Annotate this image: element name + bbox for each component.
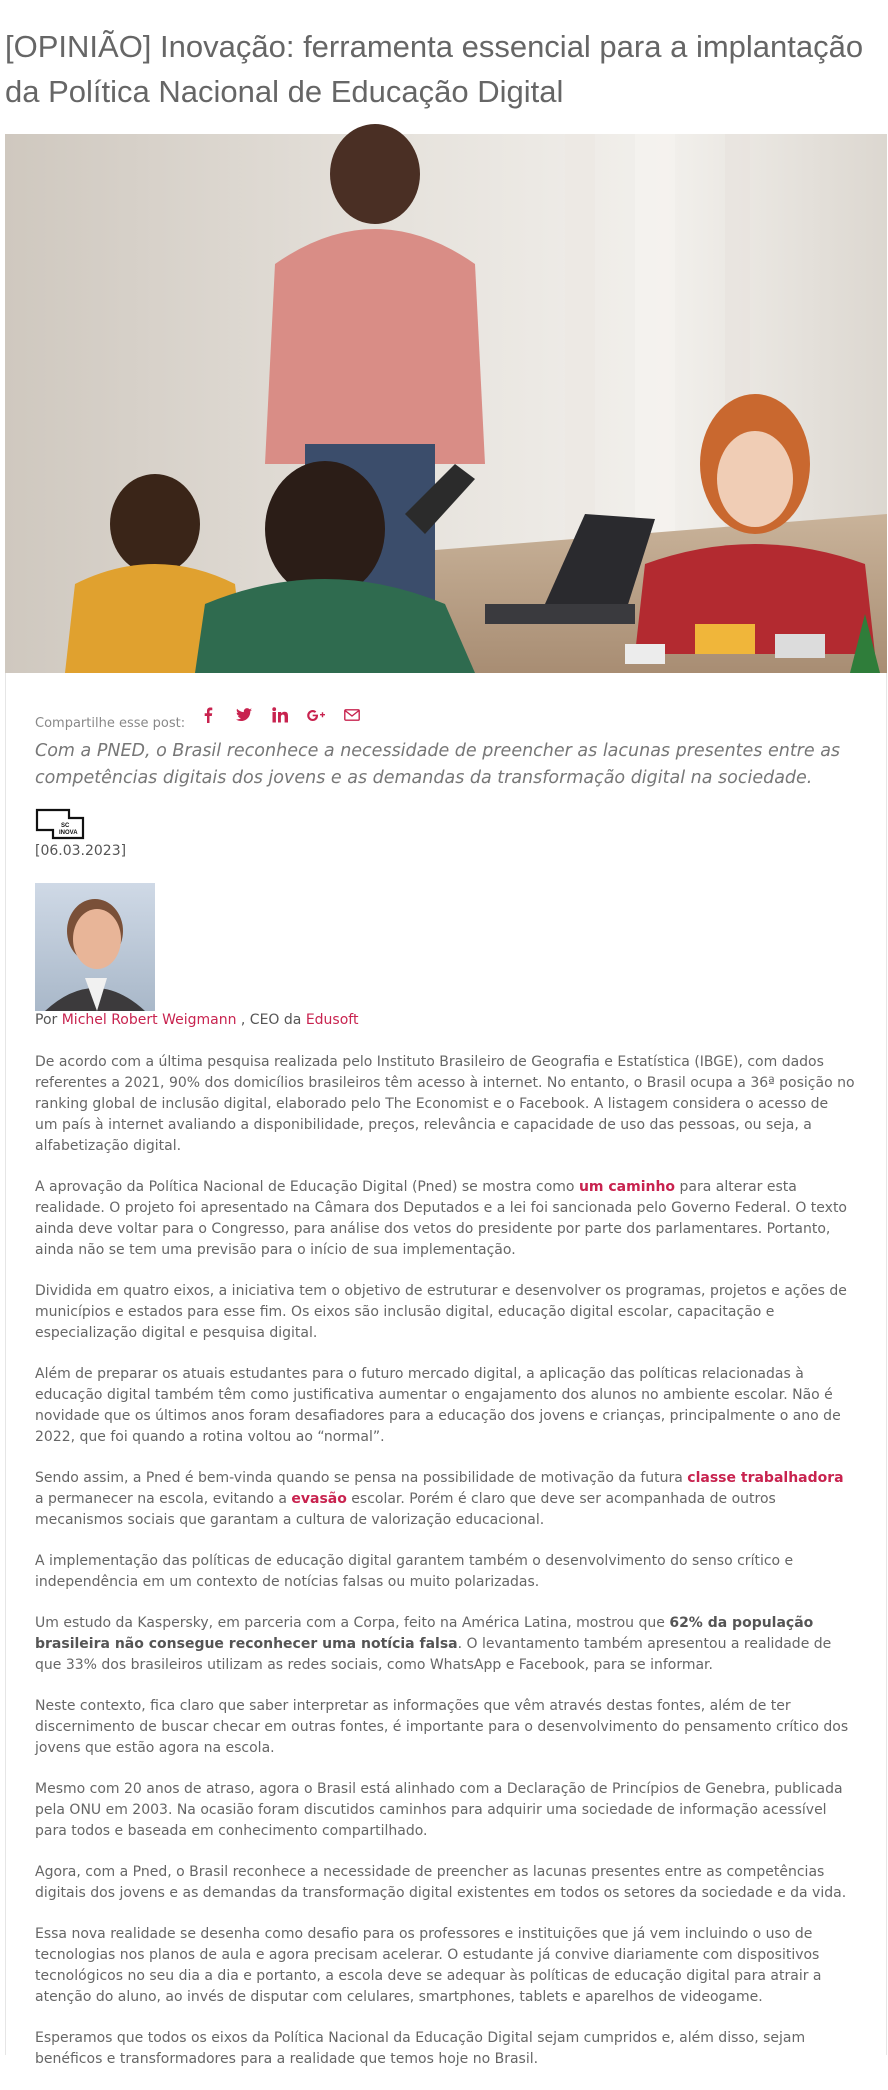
article-body (35, 1052, 855, 2090)
paragraph-text: para alterar esta realidade. O projeto foi apresentado na Câmara dos Deputados e a lei foi sancionada pelo Governo Federal. O texto ainda deve voltar para o Congresso, para análise dos vetos do presidente por parte dos parlamentares. Portanto, ainda não se tem uma previsão para o início de sua implementação. (35, 1179, 847, 1258)
article-paragraph (35, 1052, 855, 1157)
paragraph-text: Essa nova realidade se desenha como desafio para os professores e instituições que já vem incluindo o uso de tecnologias nos planos de aula e agora precisam acelerar. O estudante já convive diariamente com dispositivos tecnológicos no seu dia a dia e portanto, a escola deve se adequar às políticas de educação digital para atrair a atenção do aluno, ao invés de disputar com celulares, smartphones, tablets e aparelhos de videogame. (35, 1926, 822, 2005)
article-lead: Com a PNED, o Brasil reconhece a necessidade de preencher as lacunas presentes entre as competências digitais dos jovens e as demandas da transformação digital na sociedade. (35, 741, 841, 788)
hero-image (5, 134, 887, 673)
byline-prefix: Por (35, 1012, 62, 1028)
facebook-icon[interactable] (199, 706, 217, 724)
paragraph-text: Mesmo com 20 anos de atraso, agora o Brasil está alinhado com a Declaração de Princípios de Genebra, publicada pela ONU em 2003. Na ocasião foram discutidos caminhos para adquirir uma sociedade de informação acessível para todos e baseada em conhecimento compartilhado. (35, 1781, 843, 1839)
inline-link[interactable]: classe trabalhadora (687, 1470, 844, 1486)
email-icon[interactable] (343, 706, 361, 724)
author-photo (35, 883, 155, 1011)
article-paragraph (35, 1551, 855, 1593)
paragraph-text: A implementação das políticas de educação digital garantem também o desenvolvimento do senso crítico e independência em um contexto de notícias falsas ou muito polarizadas. (35, 1553, 794, 1590)
article-paragraph (35, 1862, 855, 1904)
author-link[interactable]: Michel Robert Weigmann (61, 1012, 237, 1028)
paragraph-text: Sendo assim, a Pned é bem-vinda quando se pensa na possibilidade de motivação da futura (35, 1470, 688, 1486)
paragraph-text: Esperamos que todos os eixos da Política Nacional da Educação Digital sejam cumpridos e, além disso, sejam benéficos e transformadores para a realidade que temos hoje no Brasil. (35, 2030, 806, 2067)
article-paragraph (35, 2028, 855, 2070)
paragraph-text: Neste contexto, fica claro que saber interpretar as informações que vêm através destas fontes, além de ter discernimento de buscar checar em outras fontes, é importante para o desenvolvimento do pensamento crítico dos jovens que estão agora na escola. (35, 1698, 849, 1756)
article-paragraph (35, 1468, 855, 1531)
twitter-icon[interactable] (235, 706, 253, 724)
sc-inova-logo (35, 808, 85, 840)
paragraph-text: Agora, com a Pned, o Brasil reconhece a necessidade de preencher as lacunas presentes entre as competências digitais dos jovens e as demandas da transformação digital existentes em todos os setores da sociedade e da vida. (35, 1864, 847, 1901)
paragraph-text: a permanecer na escola, evitando a (35, 1491, 292, 1507)
share-label: Compartilhe esse post: (35, 715, 186, 731)
article-paragraph (35, 1696, 855, 1759)
byline-middle: , CEO da (236, 1012, 306, 1028)
article-paragraph (35, 1924, 855, 2008)
share-bar (35, 703, 361, 731)
article-paragraph (35, 1613, 855, 1676)
article-paragraph (35, 1779, 855, 1842)
paragraph-text: escolar. Porém é claro que deve ser acompanhada de outros mecanismos sociais que garantam a cultura de valorização educacional. (35, 1491, 776, 1528)
article-paragraph (35, 1281, 855, 1344)
article-paragraph (35, 1364, 855, 1448)
svg-text:INOVA: INOVA (59, 830, 78, 836)
paragraph-text: Um estudo da Kaspersky, em parceria com a Corpa, feito na América Latina, mostrou que (35, 1615, 670, 1631)
paragraph-text: Dividida em quatro eixos, a iniciativa tem o objetivo de estruturar e desenvolver os programas, projetos e ações de municípios e estados para esse fim. Os eixos são inclusão digital, educação digital escolar, capacitação e especialização digital e pesquisa digital. (35, 1283, 847, 1341)
emphasis-text: 62% da população brasileira não consegue reconhecer uma notícia falsa (35, 1615, 814, 1652)
article-title: [OPINIÃO] Inovação: ferramenta essencial para a implantação da Política Nacional de Educação Digital (5, 29, 864, 109)
company-link[interactable]: Edusoft (305, 1012, 359, 1028)
article-date: [06.03.2023] (35, 843, 127, 859)
paragraph-text: Além de preparar os atuais estudantes para o futuro mercado digital, a aplicação das políticas relacionadas à educação digital também têm como justificativa aumentar o engajamento dos alunos no ambiente escolar. Não é novidade que os últimos anos foram desafiadores para a educação dos jovens e crianças, principalmente o ano de 2022, que foi quando a rotina voltou ao “normal”. (35, 1366, 841, 1445)
inline-link[interactable]: evasão (291, 1491, 347, 1507)
svg-text:SC: SC (61, 823, 70, 829)
inline-link[interactable]: um caminho (578, 1179, 676, 1195)
paragraph-text: De acordo com a última pesquisa realizada pelo Instituto Brasileiro de Geografia e Estatística (IBGE), com dados referentes a 2021, 90% dos domicílios brasileiros têm acesso à internet. No entanto, o Brasil ocupa a 36ª posição no ranking global de inclusão digital, elaborado pelo The Economist e o Facebook. A listagem considera o acesso de um país à internet avaliando a disponibilidade, preços, relevância e capacidade de uso das pessoas, ou seja, a alfabetização digital. (35, 1054, 855, 1154)
byline (35, 1012, 358, 1028)
linkedin-icon[interactable] (271, 706, 289, 724)
google-plus-icon[interactable] (307, 706, 325, 724)
article-paragraph (35, 1177, 855, 1261)
paragraph-text: . O levantamento também apresentou a realidade de que 33% dos brasileiros utilizam as redes sociais, como WhatsApp e Facebook, para se informar. (35, 1636, 832, 1673)
paragraph-text: A aprovação da Política Nacional de Educação Digital (Pned) se mostra como (35, 1179, 579, 1195)
